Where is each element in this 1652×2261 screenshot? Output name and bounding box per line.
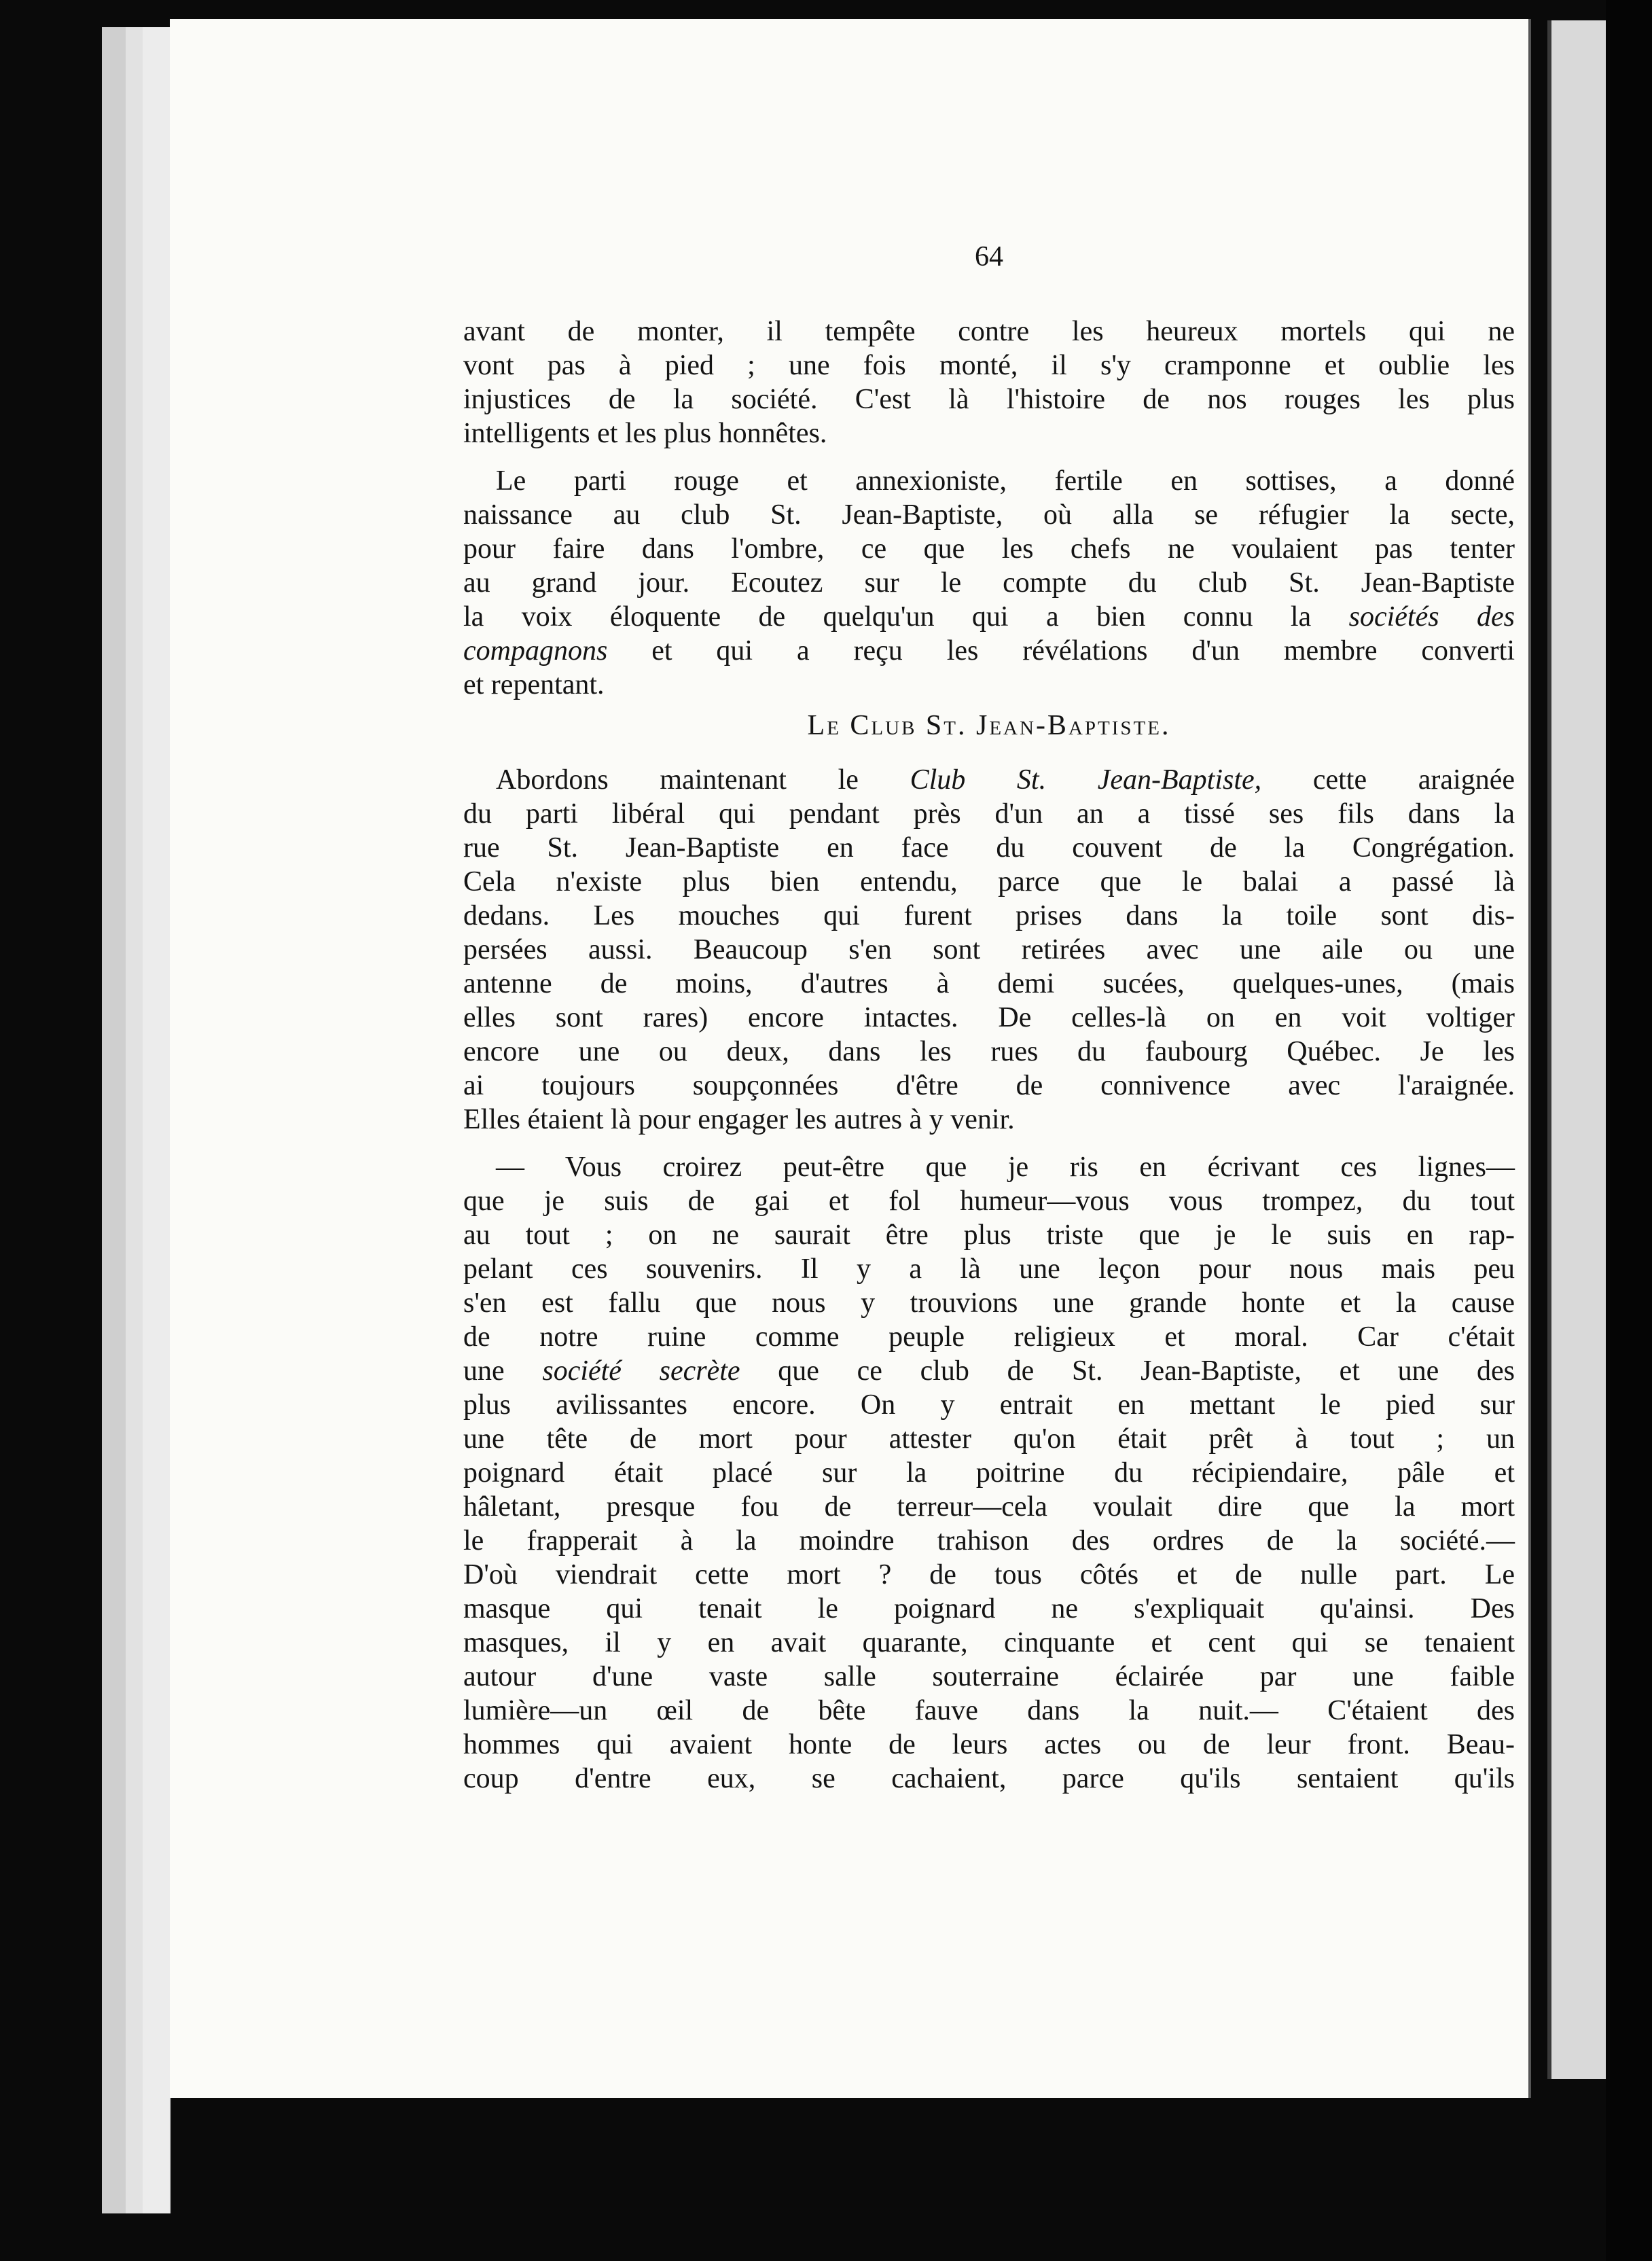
text-line: intelligents et les plus honnêtes. xyxy=(463,418,827,449)
text-line: masque qui tenait le poignard ne s'expliquait qu'ainsi. Des xyxy=(463,1593,1515,1624)
text-line: pelant ces souvenirs. Il y a là une leçon pour nous mais peu xyxy=(463,1253,1515,1285)
text-line: coup d'entre eux, se cachaient, parce qu'ils sentaient qu'ils xyxy=(463,1763,1515,1794)
text-line: au tout ; on ne saurait être plus triste que je le suis en rap- xyxy=(463,1219,1515,1251)
adjacent-page-edge xyxy=(1547,20,1610,2079)
text-line: masques, il y en avait quarante, cinquante et cent qui se tenaient xyxy=(463,1627,1515,1658)
text-line: Abordons maintenant le Club St. Jean-Baptiste, cette araignée xyxy=(496,764,1515,796)
text-line: naissance au club St. Jean-Baptiste, où alla se réfugier la secte, xyxy=(463,499,1515,531)
text-line: injustices de la société. C'est là l'histoire de nos rouges les plus xyxy=(463,384,1515,415)
text-line: hâletant, presque fou de terreur—cela voulait dire que la mort xyxy=(463,1491,1515,1523)
text-line: lumière—un œil de bête fauve dans la nuit.— C'étaient des xyxy=(463,1695,1515,1726)
text-line: antenne de moins, d'autres à demi sucées, quelques-unes, (mais xyxy=(463,968,1515,999)
text-line: de notre ruine comme peuple religieux et moral. Car c'était xyxy=(463,1321,1515,1353)
text-line: Cela n'existe plus bien entendu, parce que le balai a passé là xyxy=(463,866,1515,897)
text-line: persées aussi. Beaucoup s'en sont retirées avec une aile ou une xyxy=(463,934,1515,965)
text-line: une société secrète que ce club de St. Jean-Baptiste, et une des xyxy=(463,1355,1515,1387)
text-line: du parti libéral qui pendant près d'un an a tissé ses fils dans la xyxy=(463,798,1515,830)
text-line: compagnons et qui a reçu les révélations d'un membre converti xyxy=(463,635,1515,666)
page-number: 64 xyxy=(975,241,1003,272)
text-line: dedans. Les mouches qui furent prises dans la toile sont dis- xyxy=(463,900,1515,931)
text-line: encore une ou deux, dans les rues du faubourg Québec. Je les xyxy=(463,1036,1515,1067)
text-line: Le parti rouge et annexioniste, fertile en sottises, a donné xyxy=(496,465,1515,497)
text-line: s'en est fallu que nous y trouvions une grande honte et la cause xyxy=(463,1287,1515,1319)
text-line: une tête de mort pour attester qu'on était prêt à tout ; un xyxy=(463,1423,1515,1455)
text-line: plus avilissantes encore. On y entrait en mettant le pied sur xyxy=(463,1389,1515,1421)
text-line: le frapperait à la moindre trahison des ordres de la société.— xyxy=(463,1525,1515,1556)
text-line: que je suis de gai et fol humeur—vous vous trompez, du tout xyxy=(463,1186,1515,1217)
text-line: — Vous croirez peut-être que je ris en écrivant ces lignes— xyxy=(496,1152,1515,1183)
text-line: hommes qui avaient honte de leurs actes ou de leur front. Beau- xyxy=(463,1729,1515,1760)
text-line: D'où viendrait cette mort ? de tous côtés et de nulle part. Le xyxy=(463,1559,1515,1590)
page-edge xyxy=(143,27,171,2213)
book-page xyxy=(170,19,1531,2098)
text-line: poignard était placé sur la poitrine du récipiendaire, pâle et xyxy=(463,1457,1515,1489)
text-line: au grand jour. Ecoutez sur le compte du club St. Jean-Baptiste xyxy=(463,567,1515,599)
text-line: et repentant. xyxy=(463,669,605,700)
scan-border xyxy=(1606,0,1652,2261)
text-line: la voix éloquente de quelqu'un qui a bien connu la sociétés des xyxy=(463,601,1515,633)
text-line: Elles étaient là pour engager les autres à y venir. xyxy=(463,1104,1015,1135)
text-line: pour faire dans l'ombre, ce que les chefs ne voulaient pas tenter xyxy=(463,533,1515,565)
text-line: elles sont rares) encore intactes. De celles-là on en voit voltiger xyxy=(463,1002,1515,1033)
body-text xyxy=(463,315,1515,1796)
text-line: rue St. Jean-Baptiste en face du couvent de la Congrégation. xyxy=(463,832,1515,864)
text-line: autour d'une vaste salle souterraine éclairée par une faible xyxy=(463,1661,1515,1692)
section-heading: Le Club St. Jean-Baptiste. xyxy=(807,710,1171,741)
text-line: ai toujours soupçonnées d'être de connivence avec l'araignée. xyxy=(463,1070,1515,1101)
text-line: avant de monter, il tempête contre les heureux mortels qui ne xyxy=(463,316,1515,347)
text-line: vont pas à pied ; une fois monté, il s'y cramponne et oublie les xyxy=(463,350,1515,381)
